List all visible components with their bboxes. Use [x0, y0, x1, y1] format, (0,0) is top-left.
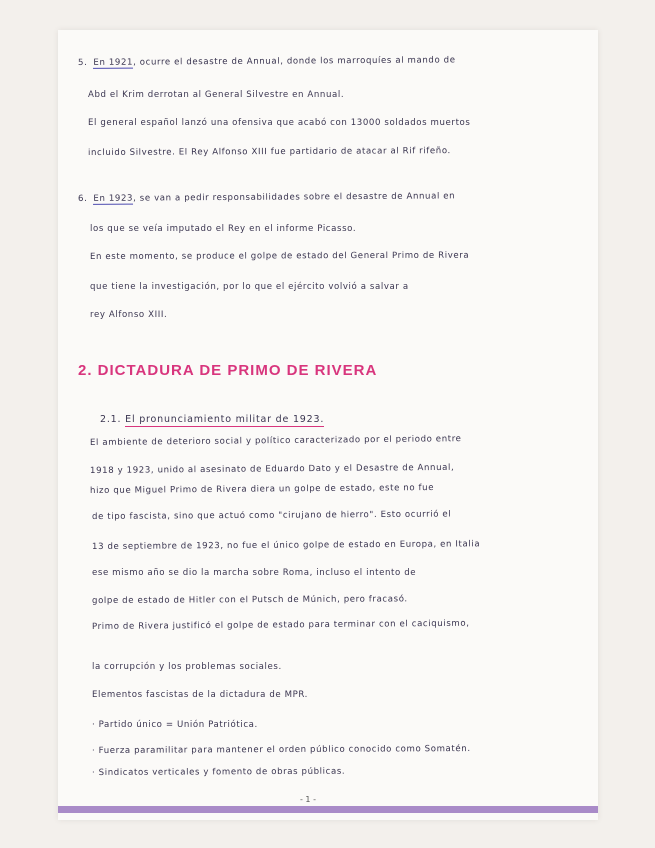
body-line-1: El ambiente de deterioro social y político caracterizado por el periodo entre — [89, 434, 462, 448]
subsection-title: El pronunciamiento militar de 1923. — [125, 414, 325, 425]
subsection-heading — [100, 414, 324, 425]
item-5-line-2: Abd el Krim derrotan al General Silvestre en Annual. — [88, 90, 345, 100]
bullet-line-2: · Fuerza paramilitar para mantener el orden público conocido como Somatén. — [91, 744, 471, 756]
body-line-10: Elementos fascistas de la dictadura de MPR. — [92, 690, 309, 700]
item-5-line-3: El general español lanzó una ofensiva que acabó con 13000 soldados muertos — [88, 118, 471, 128]
bullet-line-3: · Sindicatos verticales y fomento de obras públicas. — [91, 766, 346, 778]
item-6-date: En 1923 — [93, 193, 134, 204]
item-5-number: 5. — [77, 57, 88, 68]
body-line-5: 13 de septiembre de 1923, no fue el único golpe de estado en Europa, en Italia — [91, 539, 481, 552]
item-6-line-2: los que se veía imputado el Rey en el informe Picasso. — [90, 224, 357, 234]
item-6-line-4: que tiene la investigación, por lo que el ejército volvió a salvar a — [90, 282, 409, 292]
section-heading-text: 2. DICTADURA DE PRIMO DE RIVERA — [78, 362, 378, 379]
body-line-7: golpe de estado de Hitler con el Putsch de Múnich, pero fracasó. — [91, 594, 408, 606]
item-6-line-5: rey Alfonso XIII. — [90, 310, 168, 320]
body-line-4: de tipo fascista, sino que actuó como "cirujano de hierro". Esto ocurrió el — [91, 509, 452, 522]
item-5-text-1: , ocurre el desastre de Annual, donde los marroquíes al mando de — [133, 55, 456, 68]
item-5-line-4: incluido Silvestre. El Rey Alfonso XIII fue partidario de atacar al Rif rifeño. — [87, 146, 451, 158]
page-number: - 1 - — [300, 795, 316, 804]
item-6-text-1: , se van a pedir responsabilidades sobre el desastre de Annual en — [133, 191, 456, 204]
bullet-line-1: · Partido único = Unión Patriótica. — [92, 720, 258, 730]
item-6-line-3: En este momento, se produce el golpe de estado del General Primo de Rivera — [89, 250, 470, 262]
body-line-6: ese mismo año se dio la marcha sobre Roma, incluso el intento de — [92, 568, 417, 578]
section-heading — [78, 362, 377, 379]
item-5-date: En 1921 — [93, 57, 134, 68]
item-6-number: 6. — [77, 193, 88, 204]
body-line-2: 1918 y 1923, unido al asesinato de Eduardo Dato y el Desastre de Annual, — [89, 462, 455, 476]
body-line-8: Primo de Rivera justificó el golpe de estado para terminar con el caciquismo, — [91, 618, 470, 632]
body-line-9: la corrupción y los problemas sociales. — [92, 662, 282, 672]
subsection-number: 2.1. — [100, 414, 122, 425]
body-line-3: hizo que Miguel Primo de Rivera diera un golpe de estado, este no fue — [89, 482, 435, 496]
purple-bottom-bar — [58, 806, 598, 813]
